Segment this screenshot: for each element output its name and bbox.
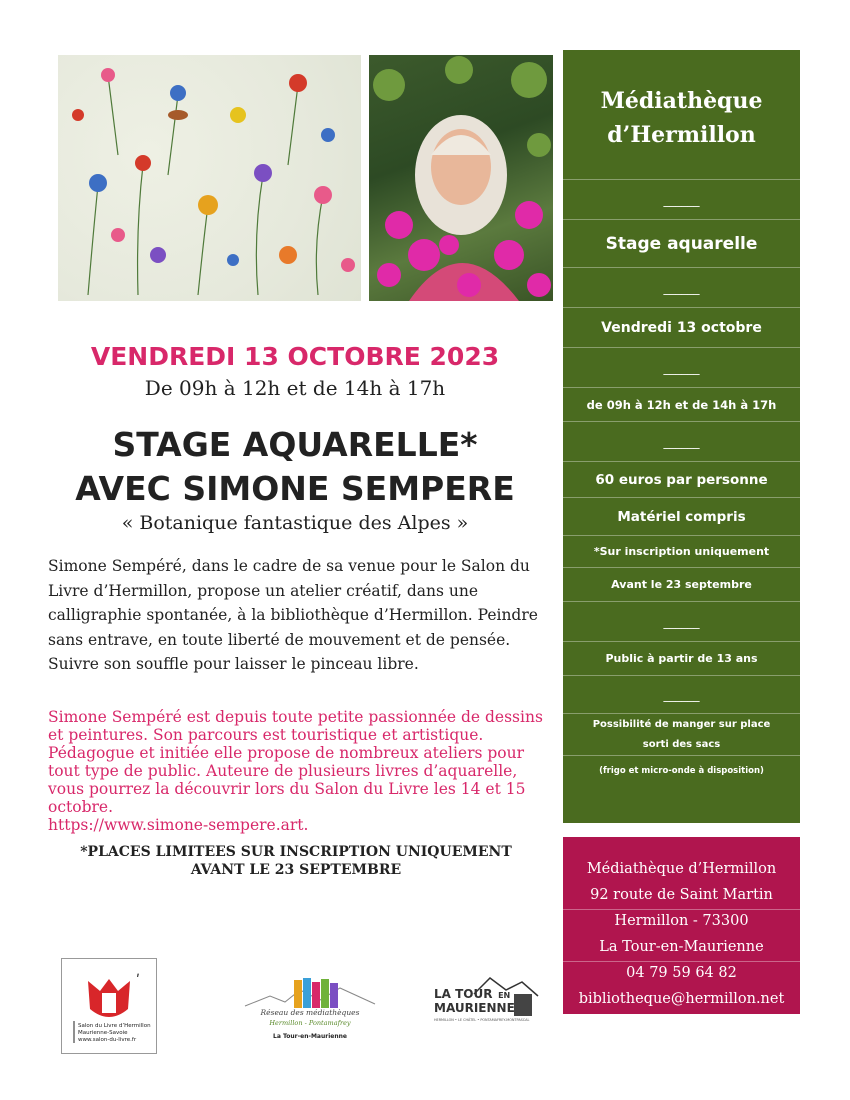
- panel-separator: ______: [563, 268, 800, 308]
- address-town: La Tour-en-Maurienne: [599, 939, 764, 955]
- address-city: Hermillon - 73300: [614, 913, 749, 929]
- event-subtitle: « Botanique fantastique des Alpes »: [121, 512, 469, 534]
- address-name: Médiathèque d’Hermillon: [586, 861, 777, 877]
- address-email[interactable]: bibliotheque@hermillon.net: [578, 991, 785, 1007]
- panel-deadline: Avant le 23 septembre: [563, 568, 800, 602]
- panel-stage: Stage aquarelle: [563, 220, 800, 268]
- artist-website-link[interactable]: https://www.simone-sempere.art.: [48, 816, 309, 834]
- panel-separator: ______: [563, 676, 800, 714]
- event-date-title: VENDREDI 13 OCTOBRE 2023: [90, 342, 500, 371]
- panel-date: Vendredi 13 octobre: [563, 308, 800, 348]
- panel-hours: de 09h à 12h et de 14h à 17h: [563, 388, 800, 422]
- svg-text:ʹ: ʹ: [136, 973, 140, 989]
- event-hours: De 09h à 12h et de 14h à 17h: [144, 376, 446, 400]
- tour-logo-line-4: HERMILLON • LE CHÂTEL • PONTAMAFREY-MONTPASCAL: [434, 1018, 530, 1022]
- salon-du-livre-logo: [61, 958, 157, 1054]
- panel-title: [563, 50, 800, 180]
- notice-line-2: AVANT LE 23 SEPTEMBRE: [190, 862, 402, 878]
- panel-title-line-2: d’Hermillon: [607, 121, 756, 148]
- notice-line-1: *PLACES LIMITEES SUR INSCRIPTION UNIQUEMENT: [80, 844, 512, 860]
- tour-logo-line-3: MAURIENNE: [434, 1001, 515, 1015]
- info-panel: [563, 50, 800, 823]
- panel-fridge: (frigo et micro-onde à disposition): [599, 766, 764, 776]
- panel-public: Public à partir de 13 ans: [563, 642, 800, 676]
- address-phone[interactable]: 04 79 59 64 82: [626, 965, 737, 981]
- reseau-logo-line-3: La Tour-en-Maurienne: [273, 1033, 347, 1040]
- title-line-2: AVEC SIMONE SEMPERE: [75, 469, 515, 508]
- panel-title-line-1: Médiathèque: [600, 87, 763, 114]
- panel-material: Matériel compris: [563, 498, 800, 536]
- artist-bio: [48, 708, 544, 834]
- panel-separator: ______: [563, 602, 800, 642]
- event-description: Simone Sempéré, dans le cadre de sa venue pour le Salon du Livre d’Hermillon, propose un atelier créatif, dans une calligraphie spontanée, à la bibliothèque d’Hermillon. Peindre sans entrave, en toute liberté de mouvement et de pensée. Suivre son souffle pour laisser le pinceau libre.: [48, 557, 538, 673]
- artist-bio-text: Simone Sempéré est depuis toute petite passionnée de dessins et peintures. Son parcours est touristique et artistique. Pédagogue et initiée elle propose de nombreux ateliers pour tout type de public. Auteure de plusieurs livres d’aquarelle, vous pourrez la découvrir lors du Salon du Livre les 14 et 15 octobre.: [48, 708, 543, 816]
- event-main-title: [40, 423, 550, 511]
- panel-separator: ______: [563, 348, 800, 388]
- panel-price: 60 euros par personne: [563, 462, 800, 498]
- la-tour-en-maurienne-logo: [430, 972, 540, 1032]
- salon-logo-line-2: Maurienne-Savoie: [78, 1030, 128, 1036]
- panel-separator: ______: [563, 422, 800, 462]
- address-block: [563, 837, 800, 1014]
- panel-food-line-1: Possibilité de manger sur place: [592, 718, 771, 730]
- panel-separator: ______: [563, 180, 800, 220]
- reseau-logo-line-2: Hermillon - Pontamafrey: [269, 1019, 351, 1027]
- salon-logo-line-1: Salon du Livre d’Hermillon: [78, 1023, 151, 1029]
- tour-logo-line-2: EN: [498, 991, 511, 1000]
- registration-notice: [48, 843, 544, 879]
- reseau-logo-line-1: Réseau des médiathèques: [260, 1008, 360, 1017]
- salon-logo-line-3: www.salon-du-livre.fr: [78, 1037, 137, 1043]
- panel-food-line-2: sorti des sacs: [563, 734, 800, 756]
- title-line-1: STAGE AQUARELLE*: [112, 425, 478, 464]
- tour-logo-line-1: LA TOUR: [434, 987, 493, 1001]
- artist-portrait-photo: [369, 55, 553, 301]
- panel-inscription: *Sur inscription uniquement: [563, 536, 800, 568]
- address-street: 92 route de Saint Martin: [590, 887, 773, 903]
- botanical-painting-image: [58, 55, 361, 301]
- reseau-mediatheques-logo: [240, 970, 380, 1050]
